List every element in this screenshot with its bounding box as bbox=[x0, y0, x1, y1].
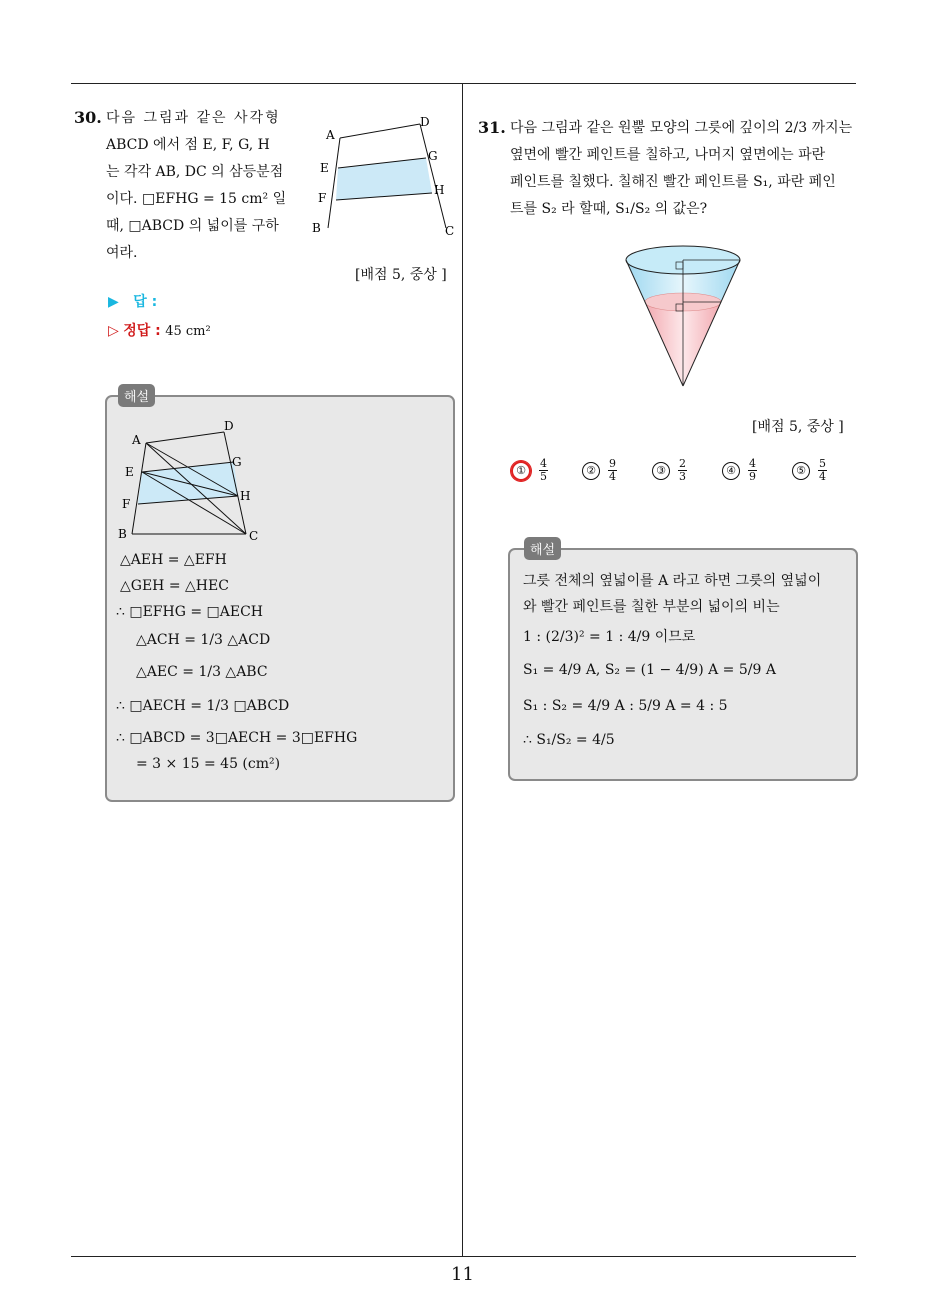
label-f: F bbox=[318, 191, 327, 205]
q30-text bbox=[106, 105, 300, 267]
label-d: D bbox=[420, 115, 430, 129]
q30-sol-line-6: ∴ □AECH = 1/3 □ABCD bbox=[116, 698, 290, 714]
q30-correct-row bbox=[108, 320, 211, 340]
q30-line-5: 때, □ABCD 의 넓이를 구하 bbox=[106, 218, 279, 234]
q31-line-2: 옆면에 빨간 페인트를 칠하고, 나머지 옆면에는 파란 bbox=[510, 147, 826, 163]
choice-5[interactable] bbox=[792, 458, 829, 483]
choice-4-num: 4 bbox=[749, 457, 756, 470]
q30-line-1: 다음 그림과 같은 사각형 bbox=[106, 110, 281, 126]
label-h: H bbox=[434, 183, 445, 197]
sol-label-a: A bbox=[132, 433, 141, 447]
q30-line-6: 여라. bbox=[106, 245, 138, 261]
q30-correct-value: 45 cm² bbox=[165, 324, 211, 339]
q30-sol-line-1: △AEH = △EFH bbox=[120, 552, 227, 568]
label-c: C bbox=[445, 224, 455, 238]
label-a: A bbox=[326, 128, 335, 142]
q31-sol-line-6: ∴ S₁/S₂ = 4/5 bbox=[523, 732, 615, 748]
q30-line-4: 이다. □EFHG = 15 cm² 일 bbox=[106, 191, 287, 207]
q30-sol-line-7: ∴ □ABCD = 3□AECH = 3□EFHG bbox=[116, 730, 358, 746]
sol-label-g: G bbox=[232, 455, 242, 469]
q31-sol-line-2: 와 빨간 페인트를 칠한 부분의 넓이의 비는 bbox=[523, 599, 780, 615]
correct-arrow-icon: ▷ bbox=[108, 323, 119, 339]
top-rule bbox=[71, 83, 856, 84]
q31-text bbox=[510, 115, 860, 223]
q31-sol-line-5: S₁ : S₂ = 4/9 A : 5/9 A = 4 : 5 bbox=[523, 698, 728, 714]
q31-line-4: 트를 S₂ 라 할때, S₁/S₂ 의 값은? bbox=[510, 201, 708, 217]
page-number: 11 bbox=[451, 1264, 474, 1285]
choice-1[interactable] bbox=[511, 458, 550, 483]
q30-number: 30. bbox=[74, 108, 102, 127]
choice-3-mark: ③ bbox=[652, 462, 670, 480]
choice-3-num: 2 bbox=[679, 457, 686, 470]
column-divider bbox=[462, 83, 463, 1257]
choice-2[interactable] bbox=[582, 458, 619, 483]
label-g: G bbox=[428, 149, 438, 163]
choice-3[interactable] bbox=[652, 458, 689, 483]
q30-solution-figure bbox=[118, 416, 268, 546]
sol-label-h: H bbox=[240, 489, 251, 503]
q30-solution-tag: 해설 bbox=[118, 384, 155, 407]
choice-2-num: 9 bbox=[609, 457, 616, 470]
q30-line-3: 는 각각 AB, DC 의 삼등분점 bbox=[106, 164, 284, 180]
choice-2-den: 4 bbox=[609, 470, 616, 483]
choice-4-mark: ④ bbox=[722, 462, 740, 480]
choice-3-den: 3 bbox=[679, 470, 686, 483]
answer-arrow-icon: ▶ bbox=[108, 294, 119, 310]
q31-number: 31. bbox=[478, 118, 506, 137]
choice-1-mark: ① bbox=[511, 461, 531, 481]
q30-line-2: ABCD 에서 점 E, F, G, H bbox=[106, 137, 270, 153]
q30-sol-line-5: △AEC = 1/3 △ABC bbox=[136, 664, 268, 680]
q30-sol-line-8: = 3 × 15 = 45 (cm²) bbox=[136, 756, 281, 772]
label-b: B bbox=[312, 221, 321, 235]
q30-correct-label: 정답 : bbox=[123, 323, 161, 339]
sol-label-b: B bbox=[118, 527, 127, 541]
bottom-rule bbox=[71, 1256, 856, 1257]
choice-4[interactable] bbox=[722, 458, 759, 483]
q30-sol-line-3: ∴ □EFHG = □AECH bbox=[116, 604, 264, 620]
sol-label-e: E bbox=[125, 465, 134, 479]
q30-score: [배점 5, 중상 ] bbox=[355, 267, 447, 283]
choice-1-num: 4 bbox=[540, 457, 547, 470]
choice-2-mark: ② bbox=[582, 462, 600, 480]
q31-line-3: 페인트를 칠했다. 칠해진 빨간 페인트를 S₁, 파란 페인 bbox=[510, 174, 836, 190]
label-e: E bbox=[320, 161, 329, 175]
choice-5-mark: ⑤ bbox=[792, 462, 810, 480]
q31-line-1: 다음 그림과 같은 원뿔 모양의 그릇에 깊이의 2/3 까지는 bbox=[510, 120, 853, 136]
q30-sol-line-4: △ACH = 1/3 △ACD bbox=[136, 632, 271, 648]
q30-figure bbox=[308, 108, 458, 243]
q30-answer-label: 답 : bbox=[133, 294, 158, 310]
sol-label-f: F bbox=[122, 497, 131, 511]
choice-1-den: 5 bbox=[540, 470, 547, 483]
q31-sol-line-3: 1 : (2/3)² = 1 : 4/9 이므로 bbox=[523, 629, 696, 645]
choice-4-den: 9 bbox=[749, 470, 756, 483]
choice-5-den: 4 bbox=[819, 470, 826, 483]
sol-label-d: D bbox=[224, 419, 234, 433]
q31-solution-tag: 해설 bbox=[524, 537, 561, 560]
q31-score: [배점 5, 중상 ] bbox=[752, 419, 844, 435]
choice-5-num: 5 bbox=[819, 457, 826, 470]
q31-sol-line-4: S₁ = 4/9 A, S₂ = (1 − 4/9) A = 5/9 A bbox=[523, 662, 776, 678]
q31-cone-figure bbox=[620, 240, 750, 390]
q31-sol-line-1: 그릇 전체의 옆넓이를 A 라고 하면 그릇의 옆넓이 bbox=[523, 573, 822, 589]
q30-answer-row bbox=[108, 291, 157, 311]
q30-sol-line-2: △GEH = △HEC bbox=[120, 578, 229, 594]
sol-label-c: C bbox=[249, 529, 259, 543]
